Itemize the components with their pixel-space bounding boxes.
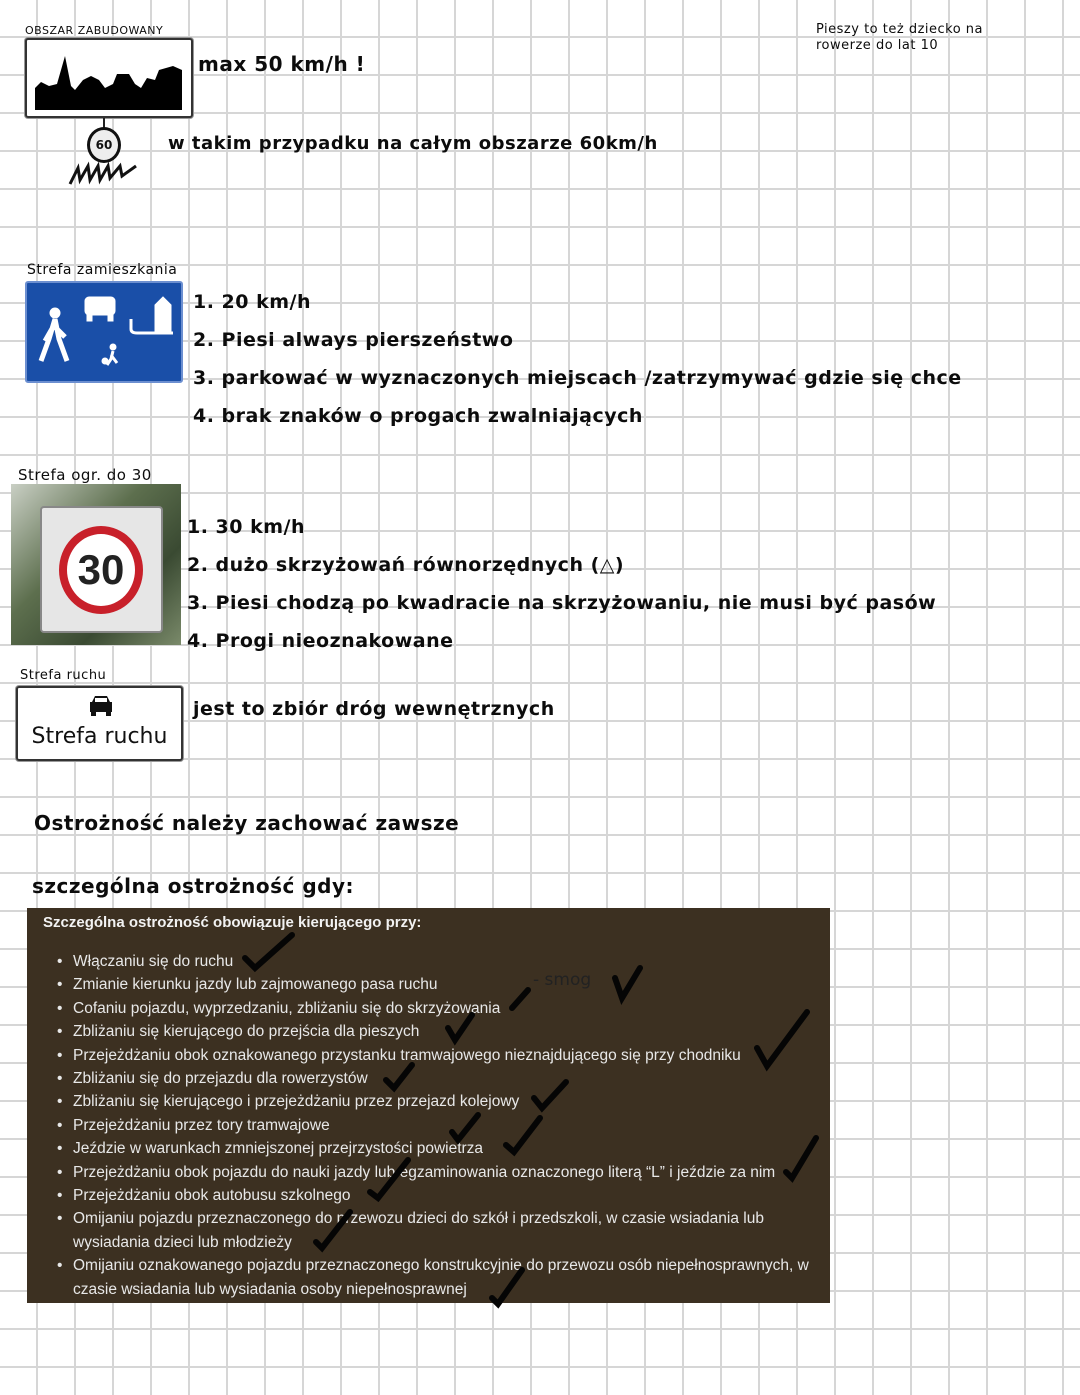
rule-item: 2. dużo skrzyżowań równorzędnych (△) bbox=[187, 554, 625, 576]
speed-limit-60-sign: 60 bbox=[87, 127, 121, 163]
list-item: • Zmianie kierunku jazdy lub zajmowanego pasa ruchu bbox=[57, 973, 817, 996]
side-note-line: Pieszy to też dziecko na bbox=[816, 22, 984, 37]
caution-always: Ostrożność należy zachować zawsze bbox=[34, 811, 460, 835]
rule-item: 3. parkować w wyznaczonych miejscach /zatrzymywać gdzie się chce bbox=[193, 367, 962, 389]
list-item: • Omijaniu pojazdu przeznaczonego do przewozu dzieci do szkół i przedszkoli, w czasie wsiadania lub wysiadania dzieci lub młodzieży bbox=[57, 1207, 817, 1254]
list-item: • Zbliżaniu się do przejazdu dla rowerzystów bbox=[57, 1067, 817, 1090]
limit-note: w takim przypadku na całym obszarze 60km/h bbox=[168, 133, 658, 154]
rule-item: 3. Piesi chodzą po kwadracie na skrzyżowaniu, nie musi być pasów bbox=[187, 592, 937, 614]
list-item: • Przejeżdżaniu obok oznakowanego przystanku tramwajowego nieznajdującego się przy chodniku bbox=[57, 1044, 817, 1067]
list-title: Szczególna ostrożność obowiązuje kierującego przy: bbox=[43, 914, 422, 931]
max-speed-note: max 50 km/h ! bbox=[198, 52, 366, 76]
list-item: • Przejeżdżaniu przez tory tramwajowe bbox=[57, 1114, 817, 1137]
list-item: • Zbliżaniu się kierującego i przejeżdżaniu przez przejazd kolejowy bbox=[57, 1090, 817, 1113]
list-item: • Włączaniu się do ruchu bbox=[57, 950, 817, 973]
rule-item: 2. Piesi always pierszeństwo bbox=[193, 329, 514, 351]
side-note-line: rowerze do lat 10 bbox=[816, 38, 939, 53]
speed-limit-30-sign: 30 bbox=[59, 526, 143, 614]
list-item: • Jeździe w warunkach zmniejszonej przejrzystości powietrza bbox=[57, 1137, 817, 1160]
residential-zone-label: Strefa zamieszkania bbox=[27, 262, 178, 278]
traffic-zone-sign-text: Strefa ruchu bbox=[31, 724, 168, 749]
rule-item: 1. 20 km/h bbox=[193, 291, 312, 313]
rule-item: 1. 30 km/h bbox=[187, 516, 306, 538]
traffic-zone-note: jest to zbiór dróg wewnętrznych bbox=[193, 698, 555, 720]
rule-item: 4. Progi nieoznakowane bbox=[187, 630, 454, 652]
checkmark-icon bbox=[245, 935, 816, 1304]
list-item: • Przejeżdżaniu obok autobusu szkolnego bbox=[57, 1184, 817, 1207]
smog-note: - smog bbox=[533, 970, 592, 990]
traffic-zone-label: Strefa ruchu bbox=[20, 668, 107, 683]
list-item: • Omijaniu oznakowanego pojazdu przeznaczonego konstrukcyjnie do przewozu osób niepełnosprawnych, w czasie wsiadania lub wysiadania osoby niepełnosprawnej bbox=[57, 1254, 817, 1301]
caution-special: szczególna ostrożność gdy: bbox=[32, 874, 355, 898]
rule-item: 4. brak znaków o progach zwalniających bbox=[193, 405, 643, 427]
list-item: • Przejeżdżaniu obok pojazdu do nauki jazdy lub egzaminowania oznaczonego literą “L” i jeździe za nim bbox=[57, 1161, 817, 1184]
built-up-label: OBSZAR ZABUDOWANY bbox=[25, 24, 164, 37]
zone30-label: Strefa ogr. do 30 bbox=[18, 466, 152, 484]
list-item: • Zbliżaniu się kierującego do przejścia dla pieszych bbox=[57, 1020, 817, 1043]
list-item: • Cofaniu pojazdu, wyprzedzaniu, zbliżaniu się do skrzyżowania bbox=[57, 997, 817, 1020]
